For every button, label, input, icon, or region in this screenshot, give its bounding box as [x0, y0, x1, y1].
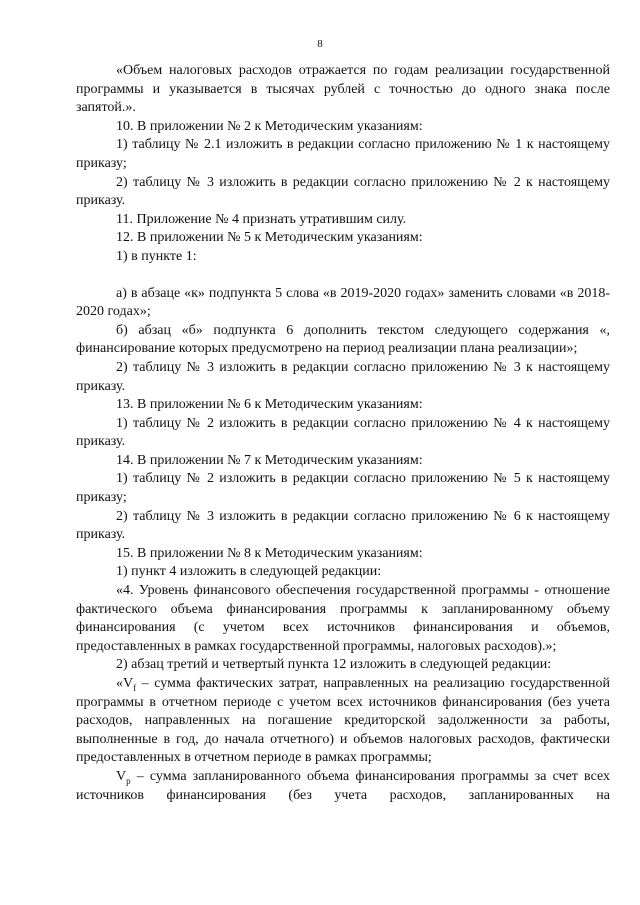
paragraph: 15. В приложении № 8 к Методическим указаниям:	[116, 545, 423, 561]
paragraph: 1) таблицу № 2.1 изложить в редакции согласно приложению № 1 к настоящему приказу;	[76, 137, 610, 171]
paragraph: 1) таблицу № 2 изложить в редакции согласно приложению № 4 к настоящему приказу.	[76, 415, 610, 450]
page-number: 8	[317, 38, 323, 50]
vf-symbol: «$V_f$	[116, 676, 137, 693]
paragraph: 1) таблицу № 2 изложить в редакции согласно приложению № 5 к настоящему приказу;	[76, 471, 610, 506]
paragraph-vp-definition: $V_p$ – сумма запланированного объема финансирования программы за счет всех источников финансирования (без учета расходов, запланированных на	[76, 768, 610, 803]
paragraph: «4. Уровень финансового обеспечения государственной программы - отношение фактического объема финансирования программы к запланированному объему финансирования (с учетом всех источников финансирования и объемов, предоставленных в рамках государственной программы, налоговых расходов).»;	[76, 583, 610, 654]
paragraph: 1) пункт 4 изложить в следующей редакции:	[116, 564, 382, 580]
paragraph: 13. В приложении № 6 к Методическим указаниям:	[116, 397, 423, 413]
paragraph: 12. В приложении № 5 к Методическим указаниям:	[116, 230, 423, 246]
document-body	[76, 62, 610, 805]
paragraph: 2) таблицу № 3 изложить в редакции согласно приложению № 3 к настоящему приказу.	[76, 359, 610, 394]
paragraph: 2) таблицу № 3 изложить в редакции согласно приложению № 2 к настоящему приказу.	[76, 174, 610, 209]
paragraph: 2) таблицу № 3 изложить в редакции согласно приложению № 6 к настоящему приказу.	[76, 508, 610, 543]
paragraph: 10. В приложении № 2 к Методическим указаниям:	[116, 118, 423, 134]
paragraph: б) абзац «б» подпункта 6 дополнить текстом следующего содержания «, финансирование которых предусмотрено на период реализации плана реализации»;	[76, 322, 610, 357]
paragraph: 11. Приложение № 4 признать утратившим силу.	[116, 211, 407, 227]
blank-line	[76, 267, 610, 285]
paragraph-vf-definition: «$V_f$ – сумма фактических затрат, направленных на реализацию государственной программы в отчетном периоде с учетом всех источников финансирования (без учета расходов, направленных на погашение кредиторской задолженности за работы, выполненные в год, до начала отчетного) и объемов налоговых расходов, фактически предоставленных в отчетном периоде в рамках программы;	[76, 676, 610, 766]
paragraph: 1) в пункте 1:	[116, 248, 197, 264]
paragraph: 14. В приложении № 7 к Методическим указаниям:	[116, 452, 423, 468]
paragraph: «Объем налоговых расходов отражается по годам реализации государственной программы и указывается в тысячах рублей с точностью до одного знака после запятой.».	[76, 63, 610, 116]
paragraph: 2) абзац третий и четвертый пункта 12 изложить в следующей редакции:	[116, 657, 552, 673]
vp-symbol: $V_p$	[116, 768, 131, 786]
paragraph: а) в абзаце «к» подпункта 5 слова «в 2019-2020 годах» заменить словами «в 2018-2020 годах»;	[76, 285, 610, 320]
